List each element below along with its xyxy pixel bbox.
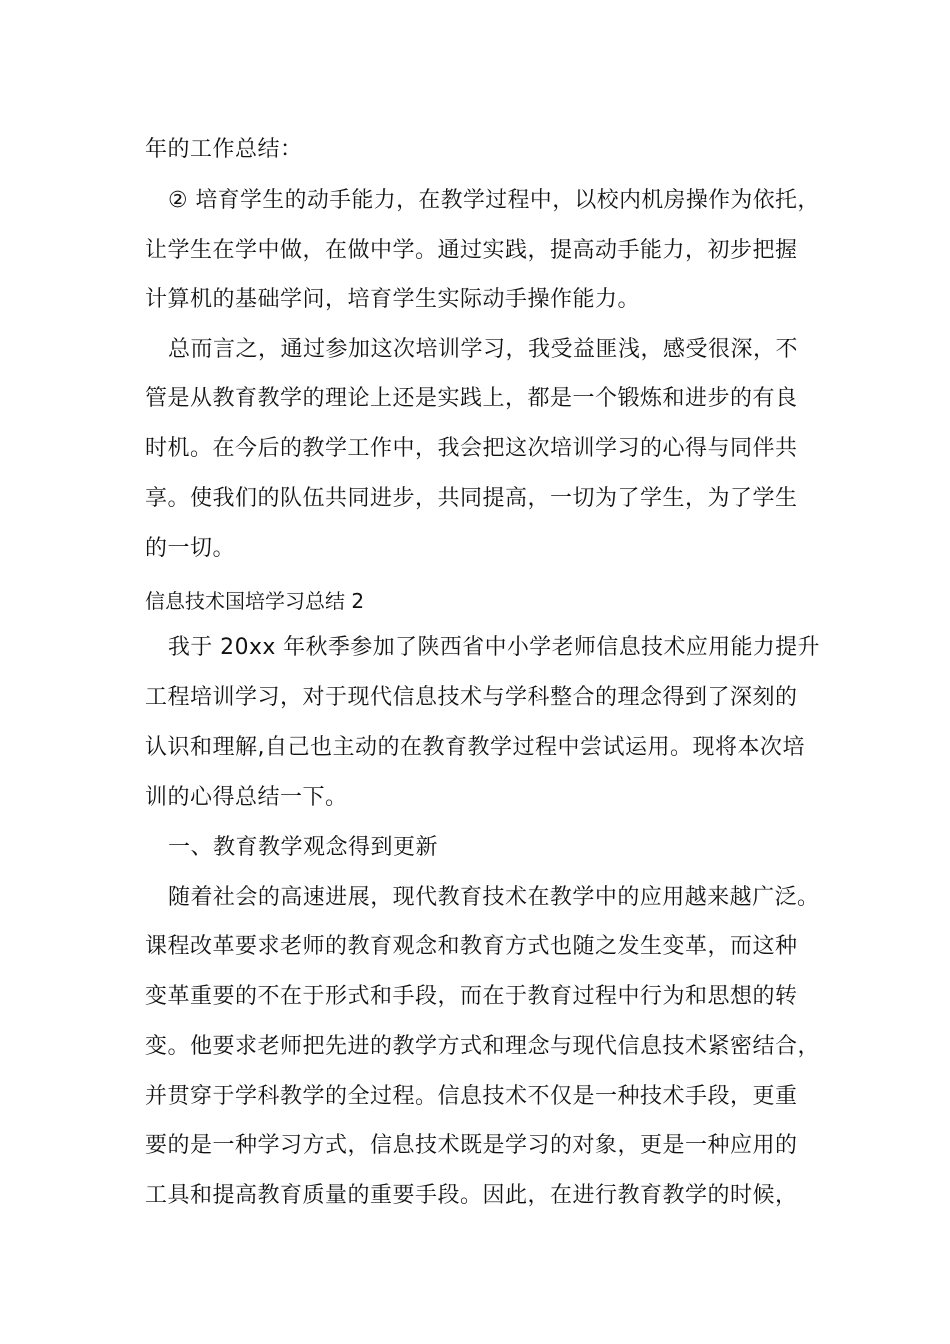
text-line: 课程改革要求老师的教育观念和教育方式也随之发生变革，而这种 — [145, 934, 798, 959]
text-line: 计算机的基础学问，培育学生实际动手操作能力。 — [145, 287, 641, 312]
text-line: 训的心得总结一下。 — [145, 785, 348, 810]
text-line: 享。使我们的队伍共同进步，共同提高，一切为了学生，为了学生 — [145, 486, 798, 511]
text-line: 的一切。 — [145, 536, 236, 561]
text-line: 随着社会的高速进展，现代教育技术在教学中的应用越来越广泛。 — [168, 885, 820, 910]
text-line: 工具和提高教育质量的重要手段。因此，在进行教育教学的时候， — [145, 1183, 798, 1208]
text-line: 管是从教育教学的理论上还是实践上，都是一个锻炼和进步的有良 — [145, 386, 798, 411]
text-line: 工程培训学习，对于现代信息技术与学科整合的理念得到了深刻的 — [145, 685, 798, 710]
text-line: 变革重要的不在于形式和手段，而在于教育过程中行为和思想的转 — [145, 984, 798, 1009]
text-line: 让学生在学中做，在做中学。通过实践，提高动手能力，初步把握 — [145, 238, 798, 263]
section-heading: 一、教育教学观念得到更新 — [168, 835, 439, 860]
text-line: ② 培育学生的动手能力，在教学过程中，以校内机房操作为依托， — [168, 188, 820, 213]
text-line: 总而言之，通过参加这次培训学习，我受益匪浅，感受很深，不 — [168, 337, 799, 362]
text-line: 我于 20xx 年秋季参加了陕西省中小学老师信息技术应用能力提升 — [168, 635, 821, 660]
text-line: 要的是一种学习方式，信息技术既是学习的对象，更是一种应用的 — [145, 1133, 798, 1158]
text-line: 年的工作总结： — [145, 137, 303, 162]
section-title: 信息技术国培学习总结 2 — [145, 589, 365, 613]
text-line: 变。他要求老师把先进的教学方式和理念与现代信息技术紧密结合， — [145, 1034, 821, 1059]
text-line: 认识和理解,自己也主动的在教育教学过程中尝试运用。现将本次培 — [145, 735, 805, 760]
text-line: 并贯穿于学科教学的全过程。信息技术不仅是一种技术手段，更重 — [145, 1084, 798, 1109]
text-line: 时机。在今后的教学工作中，我会把这次培训学习的心得与同伴共 — [145, 436, 798, 461]
